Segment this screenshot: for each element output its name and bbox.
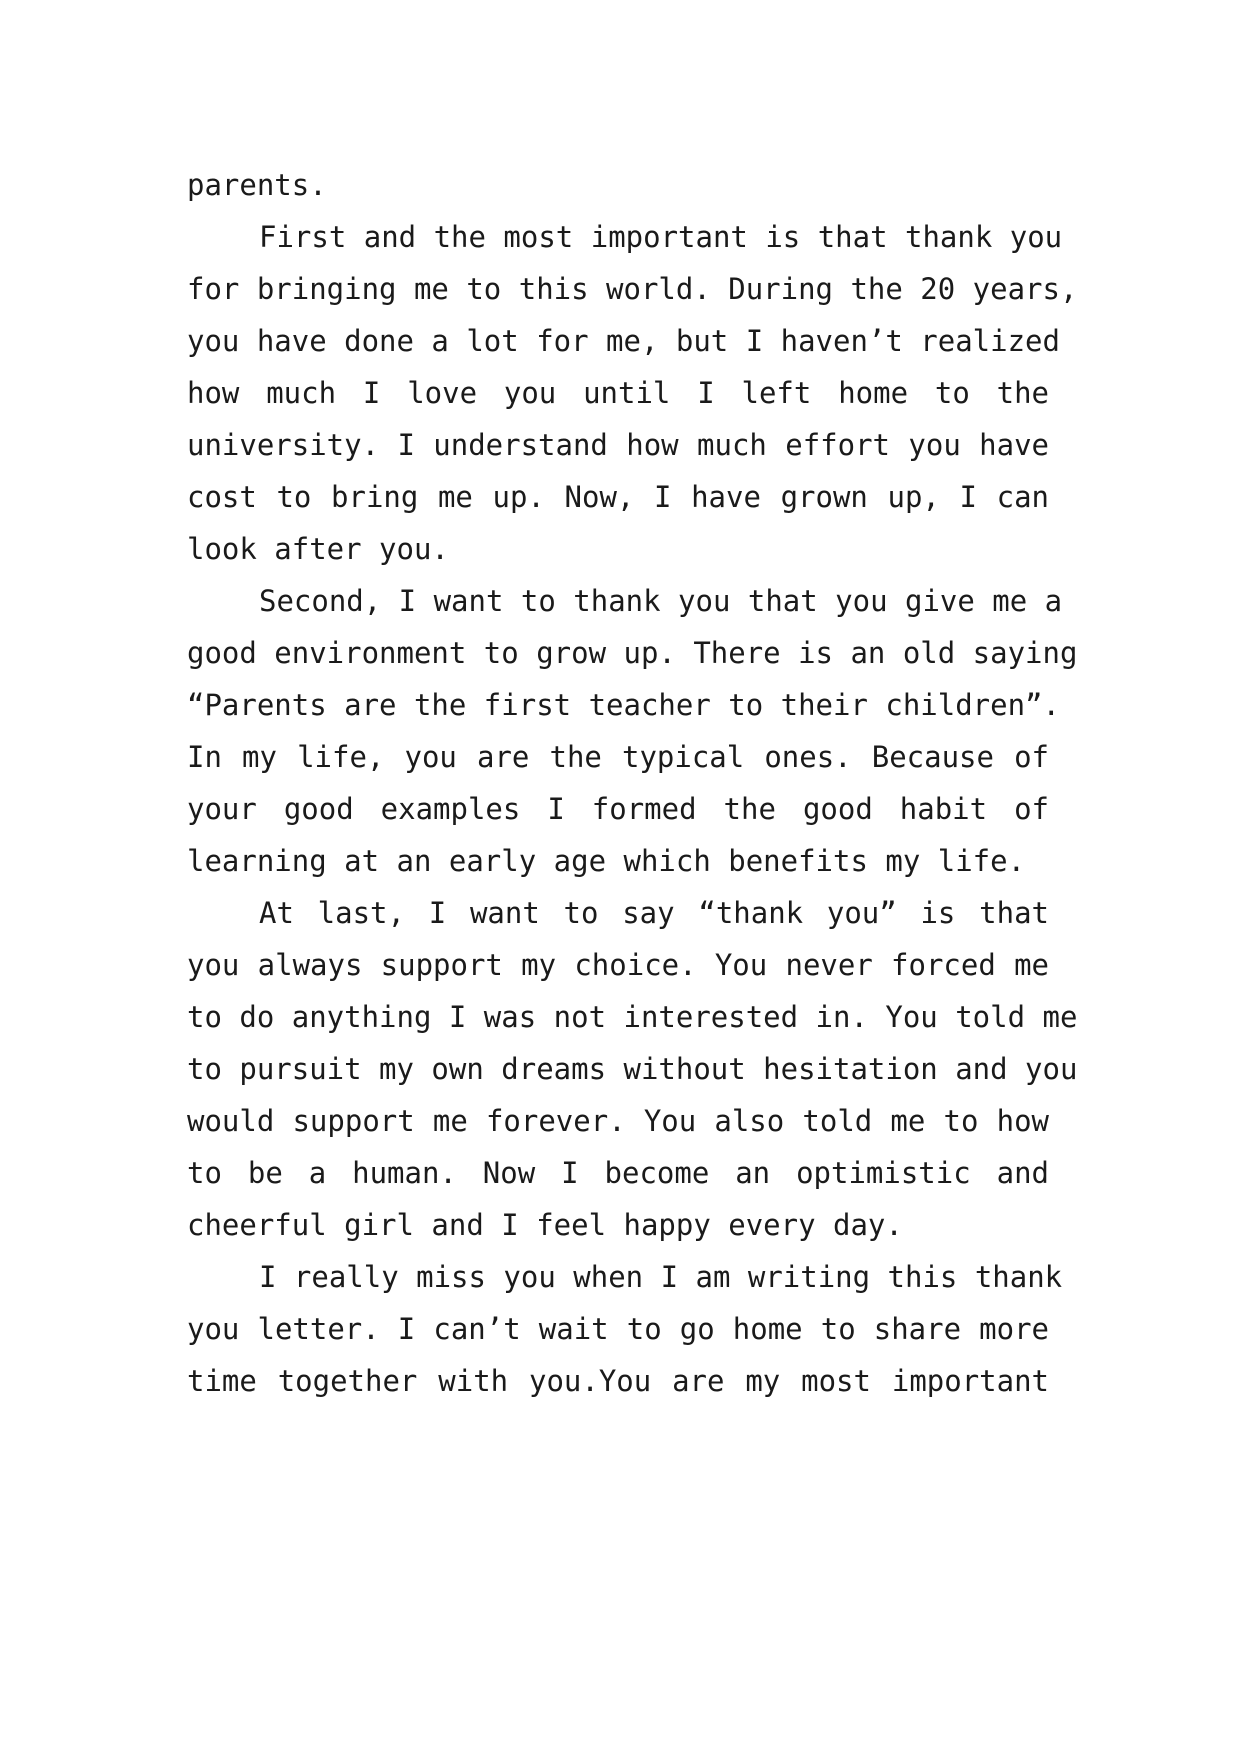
text-line: I really miss you when I am writing this thank xyxy=(259,1260,1063,1294)
text-line: good environment to grow up. There is an old saying xyxy=(187,636,1078,670)
text-line: “Parents are the first teacher to their children”. xyxy=(187,688,1060,722)
text-line: your good examples I formed the good habit of xyxy=(187,792,1049,826)
text-line: learning at an early age which benefits my life. xyxy=(187,844,1026,878)
text-line: look after you. xyxy=(187,532,449,566)
text-line: to do anything I was not interested in. You told me xyxy=(187,1000,1078,1034)
text-line: to pursuit my own dreams without hesitation and you xyxy=(187,1052,1078,1086)
text-line: Second, I want to thank you that you give me a xyxy=(259,584,1063,618)
text-line: time together with you.You are my most important xyxy=(187,1364,1049,1398)
text-line: parents. xyxy=(187,168,327,202)
text-line: you always support my choice. You never forced me xyxy=(187,948,1049,982)
text-line: would support me forever. You also told me to how xyxy=(187,1104,1049,1138)
text-line: you letter. I can’t wait to go home to share more xyxy=(187,1312,1049,1346)
text-line: cheerful girl and I feel happy every day. xyxy=(187,1208,903,1242)
text-line: you have done a lot for me, but I haven’t realized xyxy=(187,324,1060,358)
text-line: for bringing me to this world. During the 20 years, xyxy=(187,272,1078,306)
text-line: In my life, you are the typical ones. Because of xyxy=(187,740,1049,774)
text-line: cost to bring me up. Now, I have grown up, I can xyxy=(187,480,1049,514)
text-line: At last, I want to say “thank you” is that xyxy=(259,896,1049,930)
text-line: to be a human. Now I become an optimistic and xyxy=(187,1156,1049,1190)
text-line: how much I love you until I left home to the xyxy=(187,376,1049,410)
text-line: First and the most important is that thank you xyxy=(259,220,1063,254)
text-line: university. I understand how much effort you have xyxy=(187,428,1049,462)
